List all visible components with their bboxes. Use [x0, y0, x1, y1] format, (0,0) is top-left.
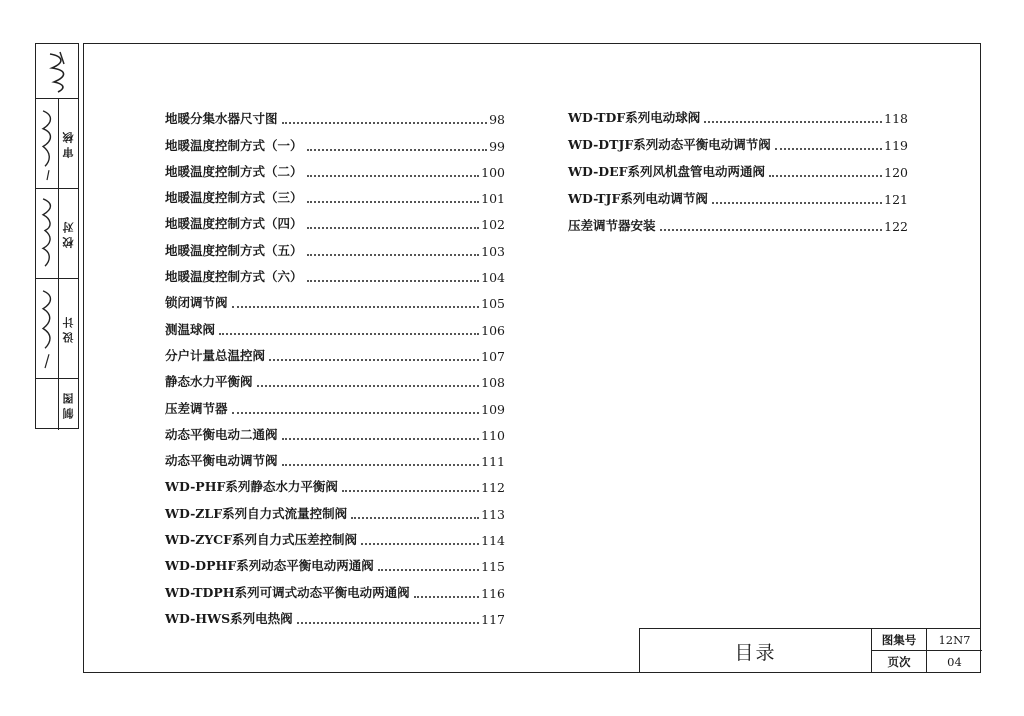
toc-entry-page: 99	[489, 138, 505, 154]
toc-entry-title: 地暖温度控制方式（五）	[165, 242, 303, 258]
toc-right-column	[568, 99, 908, 234]
signature-mark	[40, 46, 76, 96]
toc-entry	[568, 153, 908, 180]
leader-dots	[307, 227, 480, 229]
leader-dots	[307, 254, 480, 256]
leader-dots	[269, 359, 479, 361]
handwritten-signature	[37, 281, 58, 376]
toc-entry-page: 106	[481, 322, 505, 338]
toc-entry-title: 地暖分集水器尺寸图	[165, 111, 278, 127]
page-number-label: 页次	[872, 651, 927, 673]
toc-entry-title: 锁闭调节阀	[165, 295, 228, 311]
leader-dots	[282, 438, 480, 440]
toc-entry-page: 102	[481, 217, 505, 233]
leader-dots	[257, 385, 480, 387]
leader-dots	[219, 333, 479, 335]
toc-entry-page: 118	[884, 111, 908, 126]
toc-entry-title: 动态平衡电动二通阀	[165, 426, 278, 442]
toc-entry	[165, 522, 505, 548]
leader-dots	[307, 149, 488, 151]
toc-entry-page: 101	[481, 191, 505, 207]
toc-entry-page: 98	[489, 112, 505, 128]
toc-entry-page: 105	[481, 296, 505, 312]
leader-dots	[232, 306, 480, 308]
toc-entry	[165, 259, 505, 285]
drawing-title: 目录	[640, 629, 872, 673]
toc-entry	[165, 206, 505, 232]
approval-cell-draft	[36, 379, 78, 430]
toc-entry	[165, 443, 505, 469]
approval-strip	[35, 43, 79, 429]
toc-entry	[165, 574, 505, 600]
toc-entry	[165, 127, 505, 153]
toc-entry-page: 112	[481, 480, 505, 496]
toc-entry-title: 地暖温度控制方式（一）	[165, 137, 303, 153]
handwritten-signature	[37, 101, 58, 186]
leader-dots	[297, 622, 479, 624]
role-label-design: 设计	[62, 313, 75, 344]
toc-entry-page: 100	[481, 164, 505, 180]
toc-entry-page: 119	[884, 138, 908, 153]
page-number-value: 04	[947, 655, 962, 669]
signature-mark	[37, 101, 58, 186]
toc-left-column	[165, 101, 505, 627]
leader-dots	[704, 121, 882, 123]
toc-entry	[568, 99, 908, 126]
toc-entry-page: 114	[481, 533, 505, 549]
approval-cell-review	[36, 99, 78, 189]
leader-dots	[769, 175, 882, 177]
approval-cell-design	[36, 279, 78, 379]
toc-entry-page: 110	[481, 427, 505, 443]
toc-entry-title: WD-ZYCF系列自力式压差控制阀	[165, 532, 357, 548]
toc-entry-page: 117	[481, 611, 505, 627]
toc-entry-page: 121	[884, 192, 908, 207]
toc-entry-title: WD-TDPH系列可调式动态平衡电动两通阀	[165, 584, 410, 600]
leader-dots	[232, 412, 480, 414]
atlas-number-label: 图集号	[872, 629, 927, 651]
toc-entry	[568, 207, 908, 234]
toc-entry	[568, 180, 908, 207]
toc-entry-page: 116	[481, 585, 505, 601]
toc-entry	[165, 390, 505, 416]
leader-dots	[282, 122, 488, 124]
leader-dots	[351, 517, 479, 519]
toc-entry-title: 地暖温度控制方式（三）	[165, 190, 303, 206]
toc-entry-page: 120	[884, 165, 908, 180]
toc-entry-title: 地暖温度控制方式（六）	[165, 269, 303, 285]
toc-entry	[165, 364, 505, 390]
toc-entry	[165, 417, 505, 443]
toc-entry	[165, 601, 505, 627]
leader-dots	[342, 490, 479, 492]
toc-entry-page: 103	[481, 243, 505, 259]
toc-entry-title: 地暖温度控制方式（二）	[165, 163, 303, 179]
toc-entry	[165, 232, 505, 258]
toc-entry-page: 111	[481, 454, 505, 470]
toc-entry-title: WD-DEF系列风机盘管电动两通阀	[568, 164, 766, 179]
leader-dots	[282, 464, 480, 466]
toc-entry	[568, 126, 908, 153]
leader-dots	[361, 543, 479, 545]
toc-entry-title: WD-DPHF系列动态平衡电动两通阀	[165, 558, 374, 574]
leader-dots	[414, 596, 480, 598]
role-label-review: 审核	[62, 128, 75, 159]
leader-dots	[307, 201, 480, 203]
signature-mark	[37, 191, 58, 276]
toc-entry-title: 测温球阀	[165, 321, 216, 337]
atlas-number-value: 12N7	[927, 629, 982, 651]
leader-dots	[712, 202, 882, 204]
toc-entry-page: 122	[884, 219, 908, 234]
toc-entry-title: WD-HWS系列电热阀	[165, 610, 293, 626]
approval-cell-top	[36, 44, 78, 99]
toc-entry	[165, 285, 505, 311]
toc-entry	[165, 548, 505, 574]
handwritten-signature	[37, 191, 58, 276]
leader-dots	[307, 175, 480, 177]
toc-entry-title: WD-ZLF系列自力式流量控制阀	[165, 505, 348, 521]
leader-dots	[660, 229, 883, 231]
leader-dots	[307, 280, 480, 282]
toc-entry	[165, 311, 505, 337]
toc-entry-title: 地暖温度控制方式（四）	[165, 216, 303, 232]
role-label-check: 校对	[62, 218, 75, 249]
role-label-draft: 制图	[62, 389, 75, 420]
handwritten-signature	[40, 46, 76, 96]
leader-dots	[378, 569, 479, 571]
toc-entry-page: 113	[481, 506, 505, 522]
signature-mark	[37, 281, 58, 376]
toc-entry	[165, 180, 505, 206]
title-block	[639, 628, 981, 673]
toc-entry-title: 压差调节器	[165, 400, 228, 416]
toc-entry-page: 109	[481, 401, 505, 417]
toc-entry-page: 107	[481, 348, 505, 364]
toc-entry-title: 静态水力平衡阀	[165, 374, 253, 390]
toc-entry-title: 分户计量总温控阀	[165, 347, 266, 363]
toc-entry	[165, 101, 505, 127]
toc-entry-title: WD-TJF系列电动调节阀	[568, 191, 708, 206]
approval-cell-check	[36, 189, 78, 279]
toc-entry-page: 115	[481, 559, 505, 575]
toc-entry-title: 动态平衡电动调节阀	[165, 453, 278, 469]
toc-entry-page: 104	[481, 270, 505, 286]
leader-dots	[775, 148, 882, 150]
toc-entry	[165, 338, 505, 364]
toc-entry	[165, 469, 505, 495]
toc-entry-title: 压差调节器安装	[568, 218, 656, 233]
toc-entry-title: WD-DTJF系列动态平衡电动调节阀	[568, 137, 771, 152]
toc-entry-page: 108	[481, 375, 505, 391]
toc-entry	[165, 495, 505, 521]
toc-entry	[165, 154, 505, 180]
toc-entry-title: WD-PHF系列静态水力平衡阀	[165, 479, 338, 495]
toc-entry-title: WD-TDF系列电动球阀	[568, 110, 701, 125]
